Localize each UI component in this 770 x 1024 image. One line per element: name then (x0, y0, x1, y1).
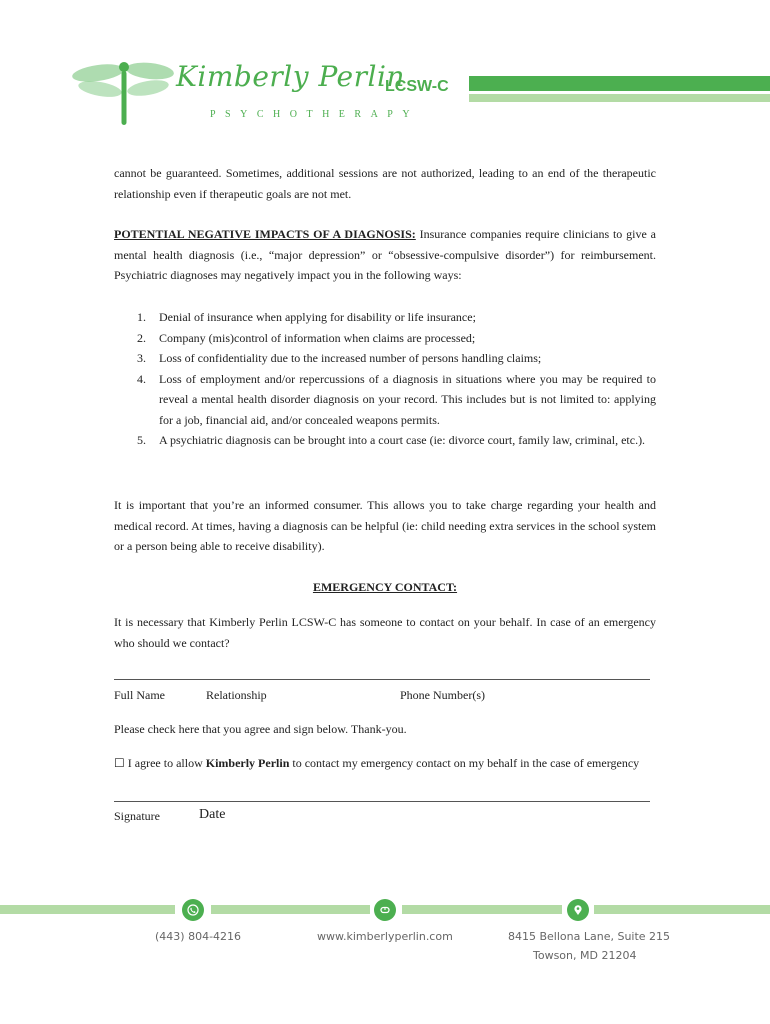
brand-subtitle: PSYCHOTHERAPY (210, 109, 420, 120)
brand-name: Kimberly Perlin (176, 60, 405, 93)
footer-website[interactable]: www.kimberlyperlin.com (317, 930, 453, 943)
footer-address-line1: 8415 Bellona Lane, Suite 215 (508, 930, 671, 943)
footer-phone[interactable]: (443) 804-4216 (155, 930, 242, 943)
signature-label: Signature (114, 809, 160, 823)
informed-paragraph (114, 495, 656, 557)
header-accent-bar (469, 76, 770, 91)
agree-name: Kimberly Perlin (205, 756, 290, 770)
phone-label: Phone Number(s) (400, 688, 485, 702)
diagnosis-list (114, 307, 656, 451)
check-prompt: Please check here that you agree and sign below. Thank-you. (114, 722, 407, 736)
footer-bar (211, 905, 370, 914)
header-accent-bar-light (469, 94, 770, 102)
location-pin-icon (567, 899, 589, 921)
intro-text: cannot be guaranteed. Sometimes, additional sessions are not authorized, leading to an end of the therapeutic relationship even if therapeutic goals are not met. (114, 166, 656, 201)
signature-line[interactable] (114, 801, 650, 802)
phone-icon (182, 899, 204, 921)
list-item: 4. Loss of employment and/or repercussions of a diagnosis in situations where you may be required to reveal a mental health disorder diagnosis on your record. This includes but is not limited to: applying for a job, financial aid, and/or concealed weapons permits. (137, 371, 656, 427)
intro-paragraph (114, 163, 656, 204)
diagnosis-text: Insurance companies require clinicians to give a mental health diagnosis (i.e., “major depression” or “obsessive-compulsive disorder”) for reimbursement. Psychiatric diagnoses may negatively impact you in the following ways: (114, 227, 657, 282)
agree-statement: ☐ I agree to allow Kimberly Perlin to contact my emergency contact on my behalf in the case of emergency (114, 756, 640, 770)
footer-bar (0, 905, 175, 914)
relationship-label: Relationship (206, 688, 267, 702)
agree-checkbox[interactable]: ☐ (114, 756, 125, 770)
date-label: Date (199, 807, 226, 822)
emergency-text: It is necessary that Kimberly Perlin LCSW-C has someone to contact on your behalf. In case of an emergency who should we contact? (114, 615, 656, 650)
brand-credential: LCSW-C (385, 78, 449, 95)
list-item: 5. A psychiatric diagnosis can be brought into a court case (ie: divorce court, family law, criminal, etc.). (137, 433, 646, 447)
diagnosis-paragraph (114, 224, 656, 286)
mouse-icon (374, 899, 396, 921)
dragonfly-icon (70, 55, 180, 127)
emergency-heading: EMERGENCY CONTACT: (312, 580, 458, 594)
footer-bar (402, 905, 562, 914)
list-item: 2. Company (mis)control of information when claims are processed; (137, 330, 476, 345)
contact-line[interactable] (114, 679, 650, 680)
emergency-paragraph (114, 612, 656, 653)
footer-bar (594, 905, 770, 914)
full-name-label: Full Name (114, 688, 165, 702)
list-item: 3. Loss of confidentiality due to the increased number of persons handling claims; (137, 351, 542, 365)
informed-text: It is important that you’re an informed consumer. This allows you to take charge regarding your health and medical record. At times, having a diagnosis can be helpful (ie: child needing extra services in the school system or a person being able to receive disability). (114, 498, 656, 553)
diagnosis-heading: POTENTIAL NEGATIVE IMPACTS OF A DIAGNOSIS: (114, 227, 416, 241)
list-item: 1. Denial of insurance when applying for disability or life insurance; (137, 310, 476, 324)
footer-address-line2: Towson, MD 21204 (533, 949, 637, 962)
